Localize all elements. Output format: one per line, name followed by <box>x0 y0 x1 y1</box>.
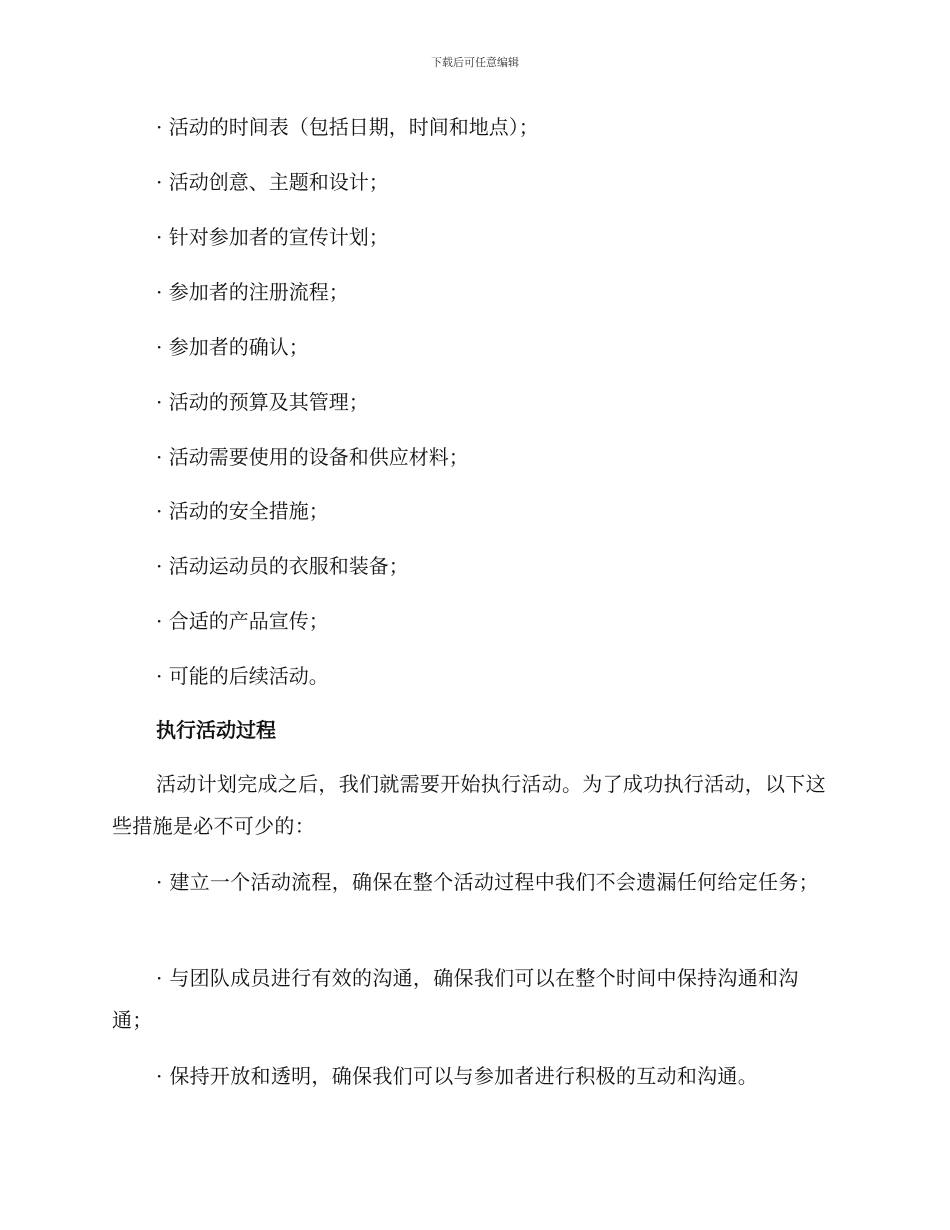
list-item: · 活动的安全措施； <box>156 499 329 523</box>
list-item: · 针对参加者的宣传计划； <box>156 225 389 249</box>
step-paragraph: · 建立一个活动流程，确保在整个活动过程中我们不会遗漏任何给定任务； <box>156 870 819 894</box>
list-item: · 参加者的确认； <box>156 335 309 359</box>
step-paragraph: · 保持开放和透明，确保我们可以与参加者进行积极的互动和沟通。 <box>156 1064 759 1088</box>
list-item: · 可能的后续活动。 <box>156 664 329 688</box>
list-item: · 活动的预算及其管理； <box>156 390 369 414</box>
list-item: · 活动需要使用的设备和供应材料； <box>156 445 469 469</box>
section-heading: 执行活动过程 <box>156 718 276 742</box>
list-item: · 活动的时间表（包括日期，时间和地点）； <box>156 115 539 139</box>
list-item: · 参加者的注册流程； <box>156 280 349 304</box>
section-intro-paragraph: 活动计划完成之后，我们就需要开始执行活动。为了成功执行活动，以下这些措施是必不可少的： <box>112 772 826 838</box>
page-header-note: 下载后可任意编辑 <box>431 56 519 69</box>
step-paragraph: · 与团队成员进行有效的沟通，确保我们可以在整个时间中保持沟通和沟通； <box>112 966 799 1032</box>
list-item: · 合适的产品宣传； <box>156 609 329 633</box>
list-item: · 活动创意、主题和设计； <box>156 170 389 194</box>
list-item: · 活动运动员的衣服和装备； <box>156 554 409 578</box>
